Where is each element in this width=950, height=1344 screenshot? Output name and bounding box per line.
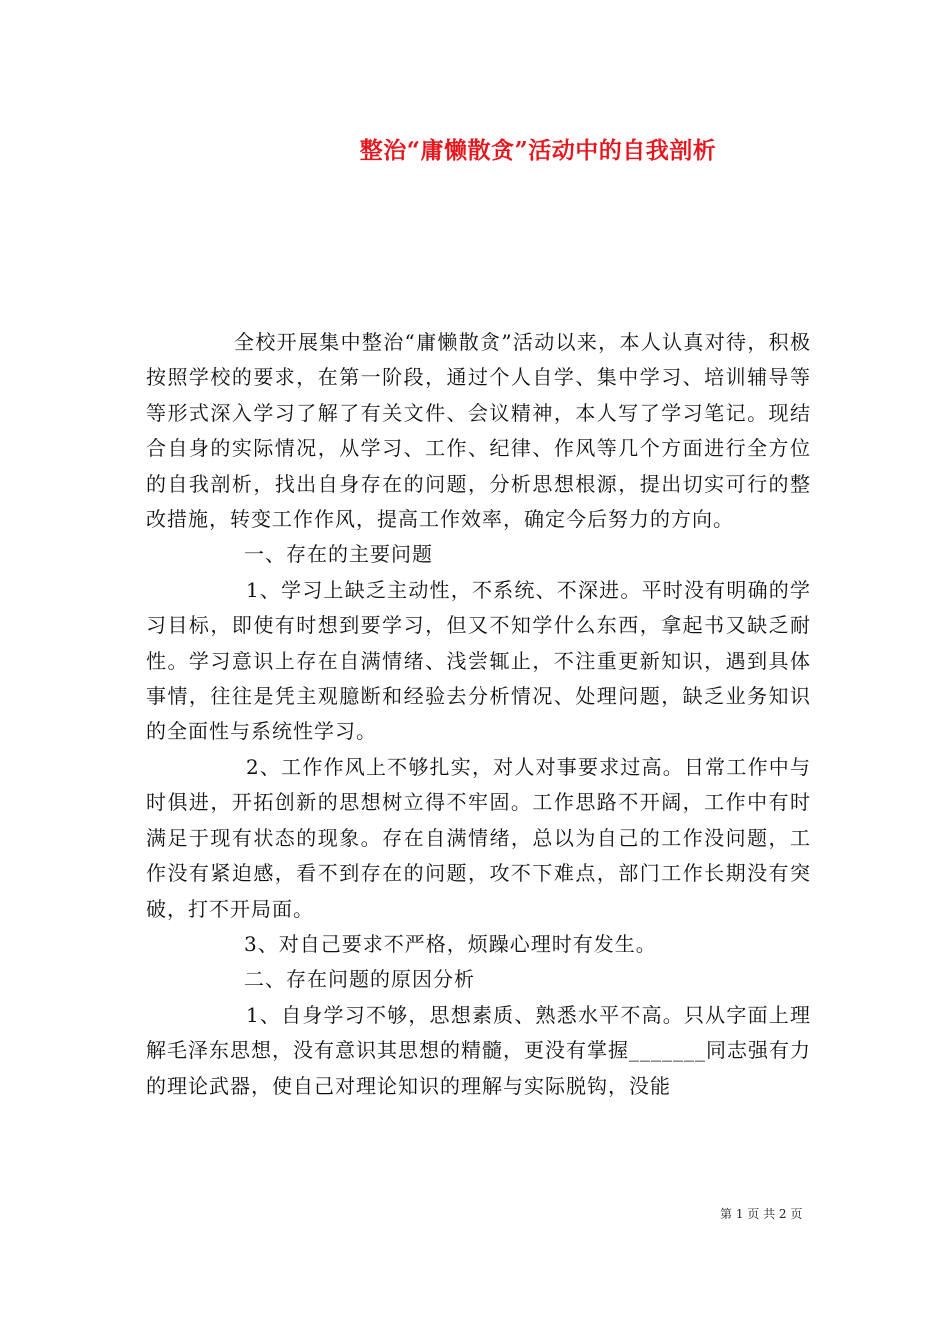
page-footer: 第 1 页 共 2 页	[720, 1207, 803, 1221]
paragraph-intro: 全校开展集中整治“庸懒散贪”活动以来，本人认真对待，积极按照学校的要求，在第一阶段，通过个人自学、集中学习、培训辅导等等形式深入学习了解了有关文件、会议精神，本人写了学习笔记。现结合自身的实际情况，从学习、工作、纪律、作风等几个方面进行全方位的自我剖析，找出自身存在的问题，分析思想根源，提出切实可行的整改措施，转变工作作风，提高工作效率，确定今后努力的方向。	[146, 330, 811, 532]
document-body	[146, 325, 811, 1104]
paragraph-cause-1: 1、自身学习不够，思想素质、熟悉水平不高。只从字面上理解毛泽东思想，没有意识其思想的精髓，更没有掌握_______同志强有力的理论武器，使自己对理论知识的理解与实际脱钩，没能	[146, 1002, 811, 1098]
section-heading-main-problems: 一、存在的主要问题	[244, 542, 433, 567]
document-title: 整治“庸懒散贪”活动中的自我剖析	[359, 137, 717, 164]
section-heading-cause-analysis: 二、存在问题的原因分析	[244, 967, 475, 992]
paragraph-problem-2: 2、工作作风上不够扎实，对人对事要求过高。日常工作中与时俱进，开拓创新的思想树立得不牢固。工作思路不开阔，工作中有时满足于现有状态的现象。存在自满情绪，总以为自己的工作没问题，工作没有紧迫感，看不到存在的问题，攻不下难点，部门工作长期没有突破，打不开局面。	[146, 754, 811, 921]
paragraph-problem-3: 3、对自己要求不严格，烦躁心理时有发生。	[244, 931, 657, 956]
paragraph-problem-1: 1、学习上缺乏主动性，不系统、不深进。平时没有明确的学习目标，即使有时想到要学习，但又不知学什么东西，拿起书又缺乏耐性。学习意识上存在自满情绪、浅尝辄止，不注重更新知识，遇到具体事情，往往是凭主观臆断和经验去分析情况、处理问题，缺乏业务知识的全面性与系统性学习。	[146, 577, 811, 744]
